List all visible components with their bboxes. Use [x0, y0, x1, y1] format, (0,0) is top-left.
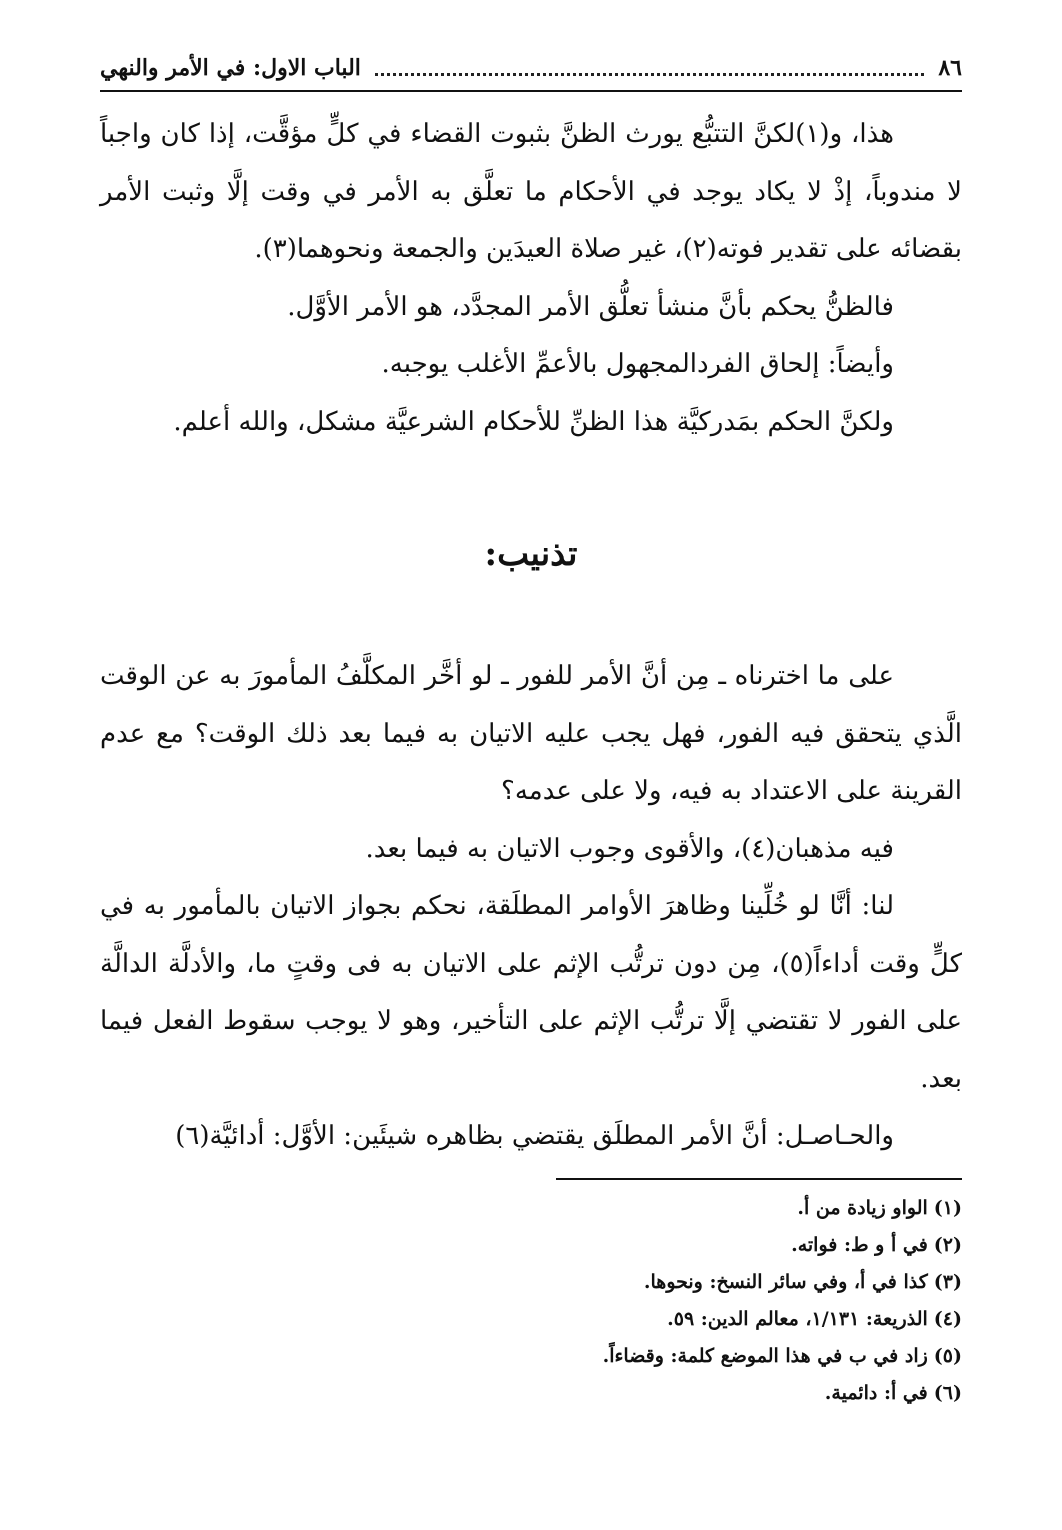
body-text-section-2	[100, 648, 962, 1166]
body-text-section-1	[100, 106, 962, 451]
footnote-text: زاد في ب في هذا الموضع كلمة: وقضاءاً.	[602, 1345, 928, 1367]
footnote-text: كذا في أ، وفي سائر النسخ: ونحوها.	[643, 1271, 928, 1293]
leader-dots	[375, 73, 924, 76]
footnote-number: (٥)	[933, 1345, 962, 1367]
footnote-text: الذريعة: ١/١٣١، معالم الدين: ٥٩.	[667, 1308, 928, 1330]
footnote-text: في أ: دائمية.	[824, 1382, 928, 1404]
footnote-number: (٢)	[933, 1234, 962, 1256]
paragraph: ولكنَّ الحكم بمَدركيَّة هذا الظنِّ للأحكام الشرعيَّة مشكل، والله أعلم.	[173, 406, 894, 437]
chapter-title: الباب الاول: في الأمر والنهي	[100, 55, 361, 81]
paragraph: والحـاصـل: أنَّ الأمر المطلَق يقتضي بظاهره شيئَين: الأوَّل: أدائيَّة(٦)	[175, 1121, 894, 1151]
footnote-number: (٤)	[933, 1308, 962, 1330]
paragraph: لنا: أنَّا لو خُلِّينا وظاهرَ الأوامر المطلَقة، نحكم بجواز الاتيان بالمأمور به في كلٍّ وقت أداءاً(٥)، مِن دون ترتُّب الإثم على الاتيان به فى وقتٍ ما، والأدلَّة الدالَّة على الفور لا تقتضي إلَّا ترتُّب الإثم على التأخير، وهو لا يوجب سقوط الفعل فيما بعد.	[100, 891, 962, 1094]
footnote-number: (١)	[933, 1197, 962, 1219]
footnote	[100, 1375, 962, 1412]
paragraph: هذا، و(١)لكنَّ التتبُّع يورث الظنَّ بثبوت القضاء في كلٍّ مؤقَّت، إذا كان واجباً لا مندوباً، إذْ لا يكاد يوجد في الأحكام ما تعلَّق به الأمر في وقت إلَّا وثبت الأمر بقضائه على تقدير فوته(٢)، غير صلاة العيدَين والجمعة ونحوهما(٣).	[100, 119, 962, 264]
paragraph: وأيضاً: إلحاق الفردالمجهول بالأعمِّ الأغلب يوجبه.	[381, 349, 894, 379]
footnote-number: (٦)	[933, 1382, 962, 1404]
footnote	[100, 1264, 962, 1301]
footnote	[100, 1338, 962, 1375]
footnote	[100, 1190, 962, 1227]
running-head	[100, 46, 962, 92]
page-number: ٨٦	[938, 55, 962, 81]
paragraph: على ما اخترناه ـ مِن أنَّ الأمر للفور ـ لو أخَّر المكلَّفُ المأمورَ به عن الوقت الَّذي يتحقق فيه الفور، فهل يجب عليه الاتيان به فيما بعد ذلك الوقت؟ مع عدم القرينة على الاعتداد به فيه، ولا على عدمه؟	[100, 661, 962, 806]
paragraph: فيه مذهبان(٤)، والأقوى وجوب الاتيان به فيما بعد.	[365, 833, 894, 864]
footnote-divider	[556, 1178, 962, 1180]
footnotes	[100, 1190, 962, 1412]
footnote-text: في أ و ط: فواته.	[791, 1234, 928, 1256]
footnote	[100, 1301, 962, 1338]
footnote-text: الواو زيادة من أ.	[797, 1197, 928, 1219]
footnote	[100, 1227, 962, 1264]
section-heading: تذنيب:	[484, 534, 578, 574]
paragraph: فالظنُّ يحكم بأنَّ منشأ تعلُّق الأمر المجدَّد، هو الأمر الأوَّل.	[287, 291, 894, 322]
footnote-number: (٣)	[933, 1271, 962, 1293]
